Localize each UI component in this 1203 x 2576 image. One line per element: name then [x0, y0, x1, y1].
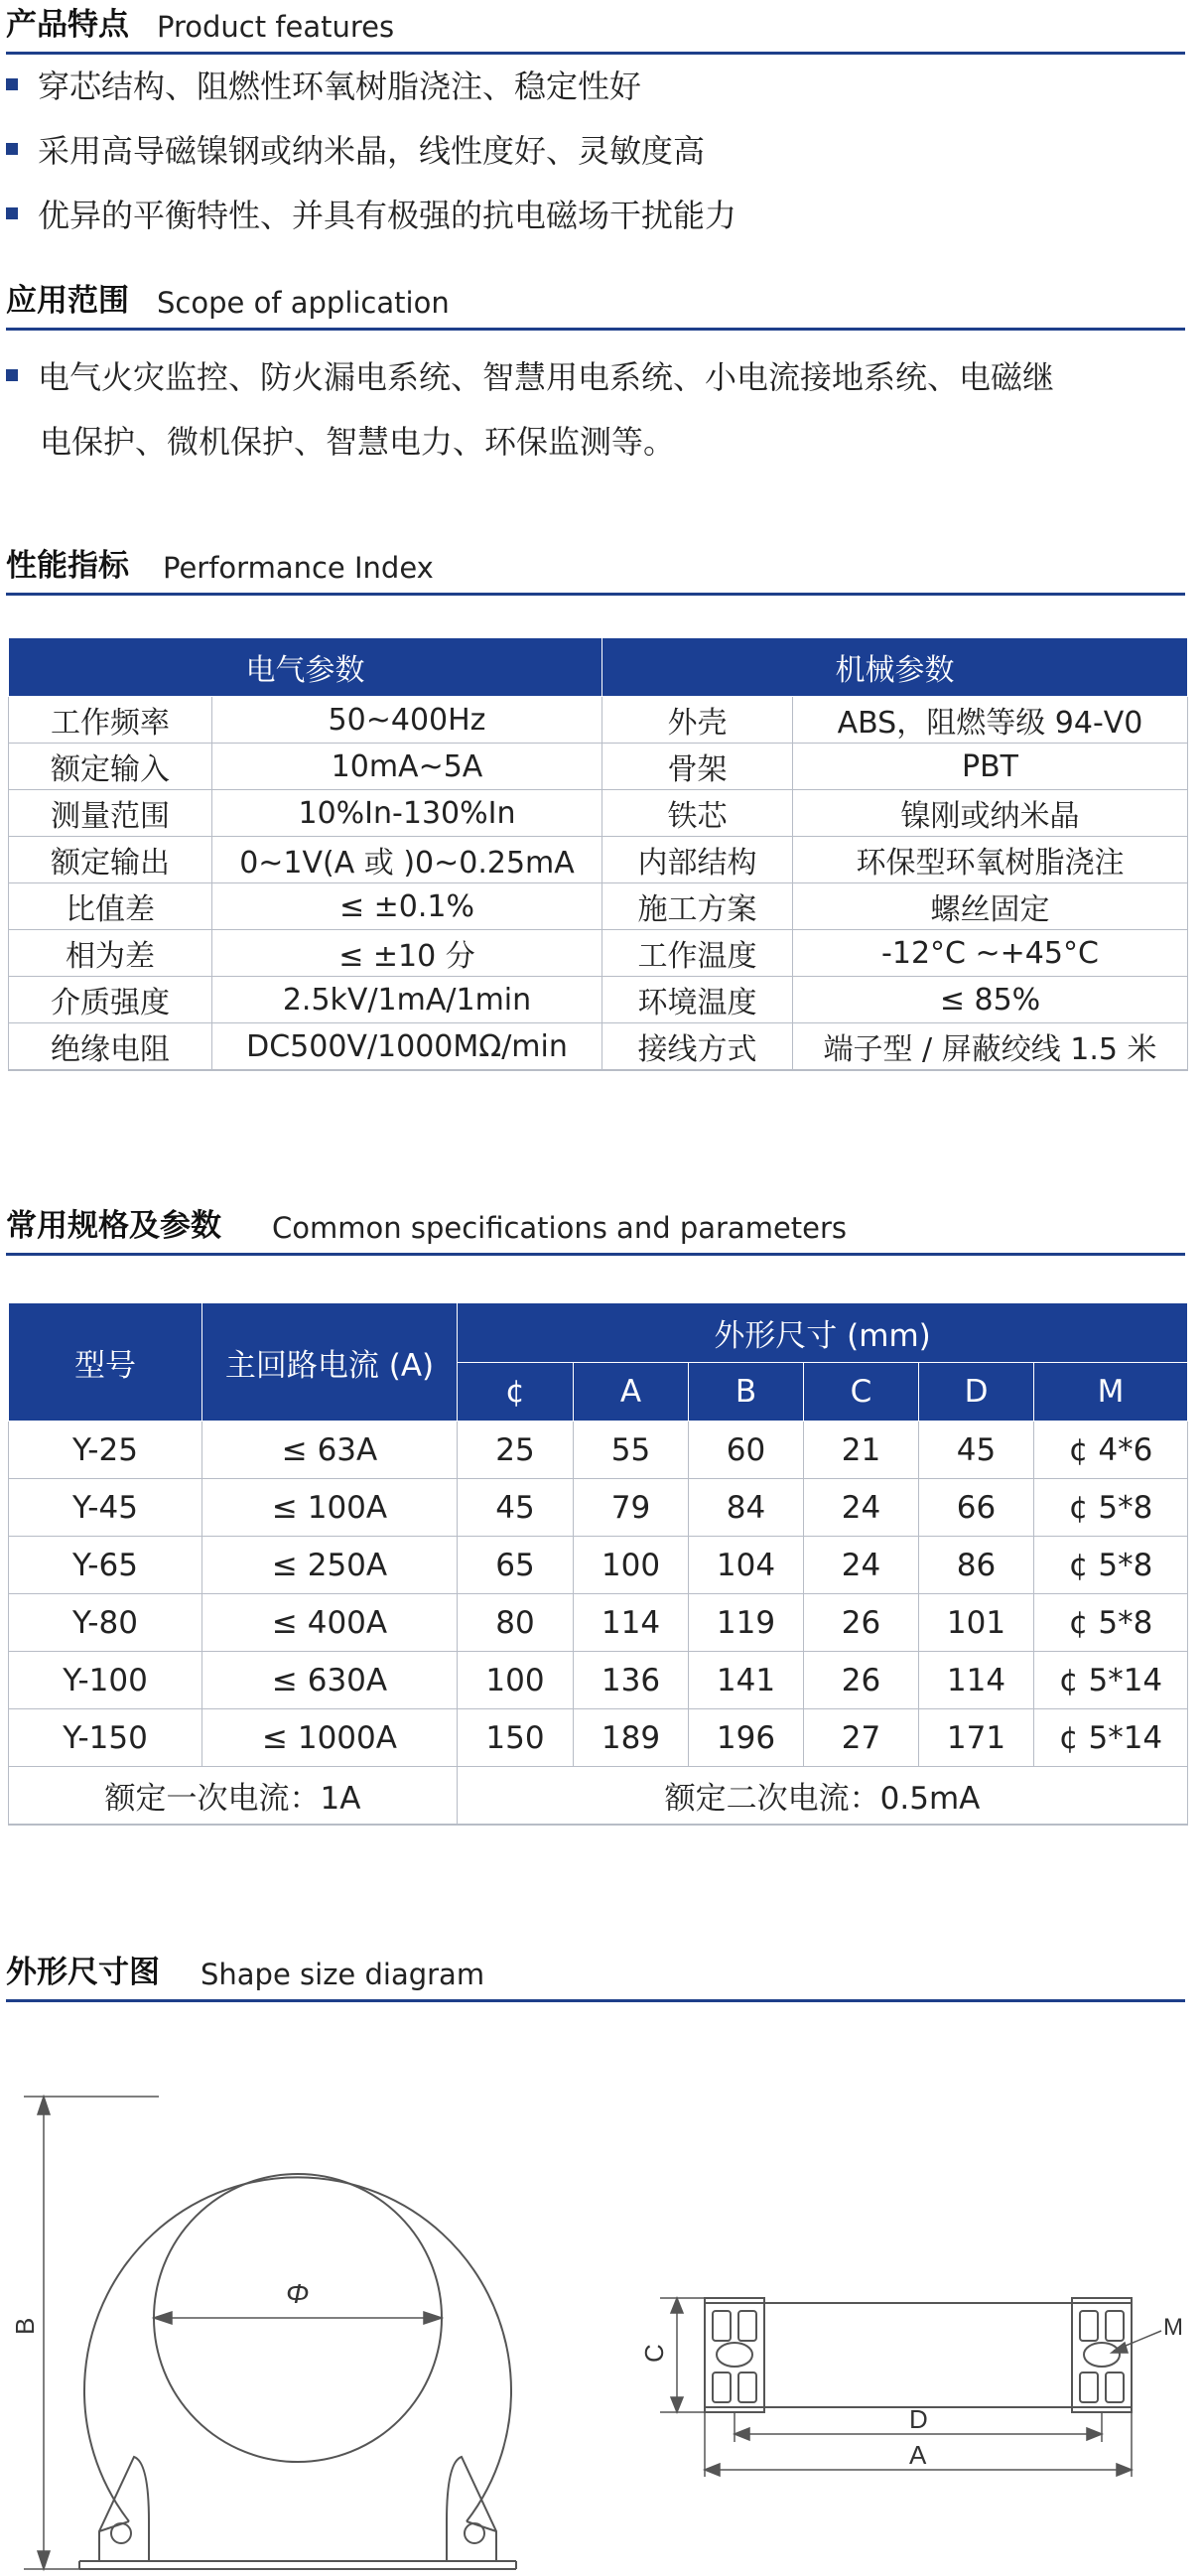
feature-item-text: 穿芯结构、阻燃性环氧树脂浇注、稳定性好: [38, 68, 642, 105]
param-value: 端子型 / 屏蔽绞线 1.5 米: [793, 1023, 1188, 1071]
current-column-header: 主回路电流 (A): [202, 1303, 458, 1422]
param-value: ≤ ±10 分: [212, 930, 602, 977]
cell: ¢ 5*8: [1034, 1594, 1188, 1652]
table-row: [9, 697, 1188, 744]
param-value: 环保型环氧树脂浇注: [793, 837, 1188, 883]
param-name: 施工方案: [602, 883, 793, 930]
cell: ¢ 5*14: [1034, 1652, 1188, 1709]
cell: ≤ 630A: [202, 1652, 458, 1709]
cell: 25: [458, 1422, 574, 1479]
cell: 196: [689, 1709, 804, 1767]
cell: 100: [574, 1537, 689, 1594]
param-name: 工作频率: [9, 697, 212, 744]
cell: ¢ 5*14: [1034, 1709, 1188, 1767]
diagram-title-en: Shape size diagram: [200, 1958, 485, 1991]
specs-footer-row: [9, 1767, 1188, 1826]
cell: Y-150: [9, 1709, 202, 1767]
cell: 189: [574, 1709, 689, 1767]
specs-title-en: Common specifications and parameters: [272, 1211, 848, 1245]
cell: Y-45: [9, 1479, 202, 1537]
application-title-zh: 应用范围: [6, 283, 129, 319]
param-value: 0~1V(A 或 )0~0.25mA: [212, 837, 602, 883]
feature-item: [6, 62, 641, 107]
cell: 80: [458, 1594, 574, 1652]
table-row: [9, 1422, 1188, 1479]
side-view-diagram: [625, 2243, 1201, 2492]
dim-subheader: A: [574, 1362, 689, 1422]
cell: ≤ 1000A: [202, 1709, 458, 1767]
param-name: 骨架: [602, 744, 793, 790]
cell: 100: [458, 1652, 574, 1709]
cell: ≤ 250A: [202, 1537, 458, 1594]
param-value: 50~400Hz: [212, 697, 602, 744]
application-line-1: 电气火灾监控、防火漏电系统、智慧用电系统、小电流接地系统、电磁继: [38, 358, 1055, 396]
dim-subheader: M: [1034, 1362, 1188, 1422]
specs-table: [8, 1302, 1188, 1826]
dim-label-a: A: [909, 2440, 927, 2470]
cell: 26: [804, 1652, 919, 1709]
table-row: [9, 1479, 1188, 1537]
dim-subheader: ¢: [458, 1362, 574, 1422]
diagram-title-zh: 外形尺寸图: [6, 1955, 160, 1990]
cell: 86: [919, 1537, 1034, 1594]
table-row: [9, 1023, 1188, 1071]
cell: Y-65: [9, 1537, 202, 1594]
cell: 141: [689, 1652, 804, 1709]
cell: 171: [919, 1709, 1034, 1767]
cell: 104: [689, 1537, 804, 1594]
dimensions-column-header: 外形尺寸 (mm): [458, 1303, 1188, 1363]
param-value: 螺丝固定: [793, 883, 1188, 930]
table-row: [9, 1709, 1188, 1767]
model-column-header: 型号: [9, 1303, 202, 1422]
diagram-section-header: [6, 1948, 1185, 2002]
cell: Y-25: [9, 1422, 202, 1479]
cell: ¢ 5*8: [1034, 1479, 1188, 1537]
dim-label-b: B: [10, 2317, 40, 2335]
param-name: 额定输入: [9, 744, 212, 790]
feature-item-text: 采用高导磁镍钢或纳米晶，线性度好、灵敏度高: [38, 132, 706, 170]
features-title-zh: 产品特点: [6, 7, 129, 43]
param-name: 额定输出: [9, 837, 212, 883]
cell: ≤ 63A: [202, 1422, 458, 1479]
param-name: 相为差: [9, 930, 212, 977]
cell: 66: [919, 1479, 1034, 1537]
table-row: [9, 977, 1188, 1023]
param-name: 介质强度: [9, 977, 212, 1023]
performance-title-zh: 性能指标: [6, 548, 129, 584]
feature-item-text: 优异的平衡特性、并具有极强的抗电磁场干扰能力: [38, 197, 737, 234]
features-section-header: [6, 0, 1185, 55]
cell: ¢ 4*6: [1034, 1422, 1188, 1479]
cell: 79: [574, 1479, 689, 1537]
performance-title-en: Performance Index: [163, 551, 434, 585]
table-row: [9, 837, 1188, 883]
specs-header-row: [9, 1303, 1188, 1363]
application-title-en: Scope of application: [157, 286, 450, 320]
specs-section-header: [6, 1201, 1185, 1256]
param-value: 10mA~5A: [212, 744, 602, 790]
param-name: 铁芯: [602, 790, 793, 837]
electrical-params-header: 电气参数: [9, 638, 602, 697]
table-row: [9, 1594, 1188, 1652]
cell: 119: [689, 1594, 804, 1652]
table-row: [9, 1652, 1188, 1709]
application-line-2: 电保护、微机保护、智慧电力、环保监测等。: [40, 423, 676, 461]
rated-primary-current: 额定一次电流：1A: [9, 1767, 458, 1826]
features-title-en: Product features: [157, 10, 395, 44]
param-value: 2.5kV/1mA/1min: [212, 977, 602, 1023]
cell: 26: [804, 1594, 919, 1652]
cell: 150: [458, 1709, 574, 1767]
bullet-square-icon: [6, 369, 18, 381]
param-name: 环境温度: [602, 977, 793, 1023]
cell: 60: [689, 1422, 804, 1479]
specs-title-zh: 常用规格及参数: [6, 1208, 221, 1244]
cell: ≤ 400A: [202, 1594, 458, 1652]
cell: ≤ 100A: [202, 1479, 458, 1537]
cell: 65: [458, 1537, 574, 1594]
cell: 114: [574, 1594, 689, 1652]
mechanical-params-header: 机械参数: [602, 638, 1188, 697]
table-row: [9, 790, 1188, 837]
param-name: 外壳: [602, 697, 793, 744]
rated-secondary-current: 额定二次电流：0.5mA: [458, 1767, 1188, 1826]
cell: 101: [919, 1594, 1034, 1652]
dim-label-m: M: [1163, 2314, 1183, 2341]
cell: 45: [919, 1422, 1034, 1479]
dim-label-c: C: [639, 2344, 669, 2363]
table-row: [9, 930, 1188, 977]
feature-item: [6, 191, 736, 236]
param-name: 比值差: [9, 883, 212, 930]
application-section-header: [6, 276, 1185, 331]
cell: 27: [804, 1709, 919, 1767]
param-name: 接线方式: [602, 1023, 793, 1071]
table-row: [9, 1537, 1188, 1594]
cell: 21: [804, 1422, 919, 1479]
param-value: DC500V/1000MΩ/min: [212, 1023, 602, 1071]
performance-table: [8, 637, 1188, 1071]
cell: ¢ 5*8: [1034, 1537, 1188, 1594]
cell: 24: [804, 1479, 919, 1537]
bullet-square-icon: [6, 143, 18, 155]
param-name: 测量范围: [9, 790, 212, 837]
param-value: ≤ 85%: [793, 977, 1188, 1023]
param-name: 内部结构: [602, 837, 793, 883]
param-value: ≤ ±0.1%: [212, 883, 602, 930]
table-row: [9, 883, 1188, 930]
param-value: -12°C ~+45°C: [793, 930, 1188, 977]
dim-subheader: D: [919, 1362, 1034, 1422]
cell: Y-100: [9, 1652, 202, 1709]
front-view-diagram: [0, 2065, 556, 2576]
performance-header-row: [9, 638, 1188, 697]
cell: 114: [919, 1652, 1034, 1709]
table-row: [9, 744, 1188, 790]
cell: 55: [574, 1422, 689, 1479]
application-item: [6, 352, 1054, 398]
dim-label-phi: Φ: [286, 2278, 310, 2309]
param-value: 10%In-130%In: [212, 790, 602, 837]
dim-label-d: D: [909, 2404, 928, 2434]
performance-section-header: [6, 541, 1185, 596]
param-value: 镍刚或纳米晶: [793, 790, 1188, 837]
dim-subheader: C: [804, 1362, 919, 1422]
cell: 24: [804, 1537, 919, 1594]
cell: 45: [458, 1479, 574, 1537]
param-name: 工作温度: [602, 930, 793, 977]
bullet-square-icon: [6, 78, 18, 90]
feature-item: [6, 126, 705, 172]
cell: Y-80: [9, 1594, 202, 1652]
cell: 136: [574, 1652, 689, 1709]
param-value: ABS，阻燃等级 94-V0: [793, 697, 1188, 744]
param-value: PBT: [793, 744, 1188, 790]
cell: 84: [689, 1479, 804, 1537]
bullet-square-icon: [6, 207, 18, 219]
dim-subheader: B: [689, 1362, 804, 1422]
param-name: 绝缘电阻: [9, 1023, 212, 1071]
